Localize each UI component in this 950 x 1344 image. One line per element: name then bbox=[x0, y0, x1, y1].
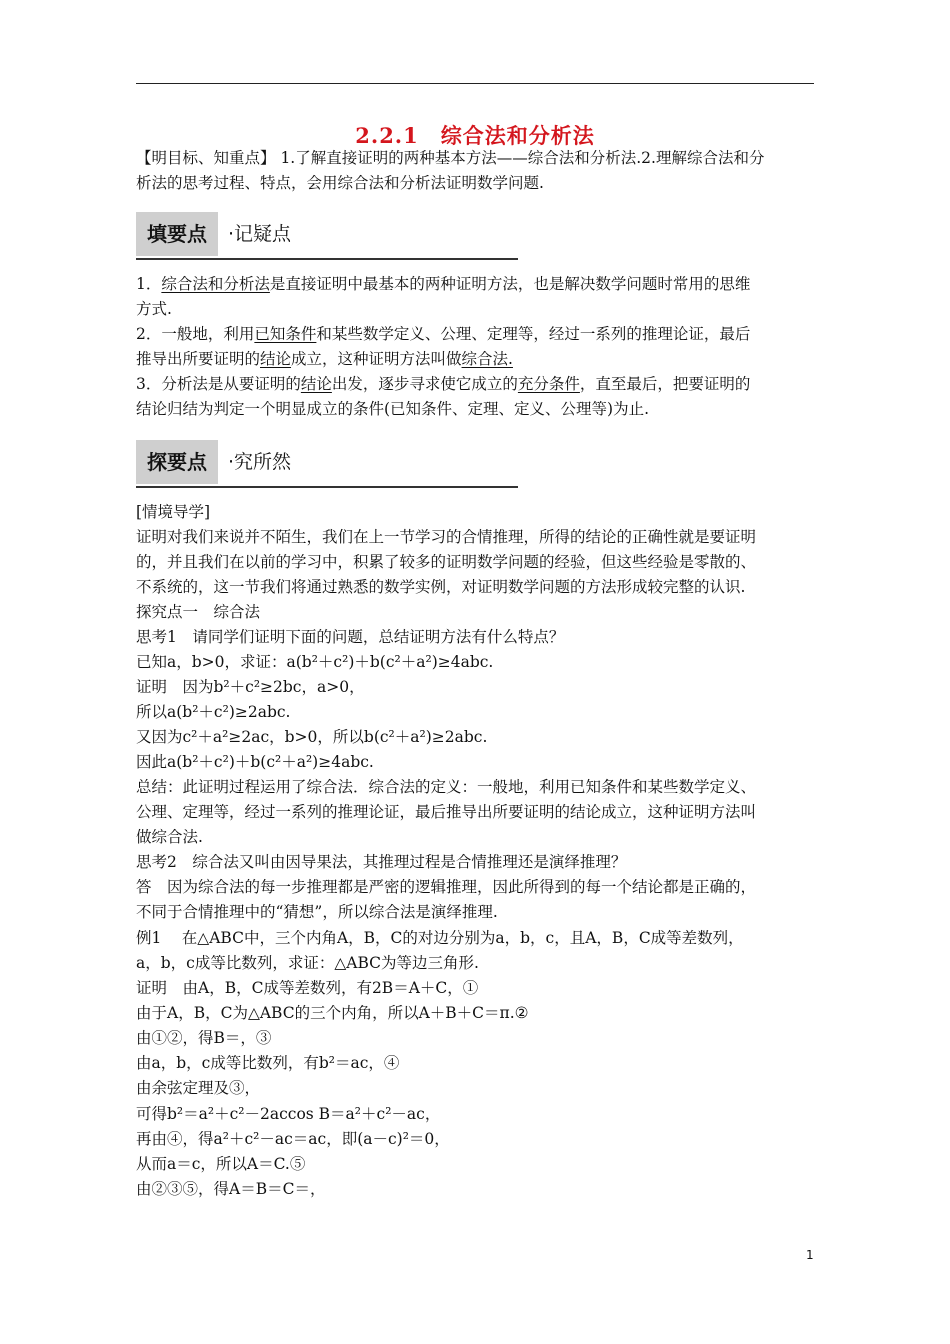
math-line: 由a，b，c成等比数列，有b²＝ac，④ bbox=[136, 1054, 400, 1072]
point-3-text-b: 出发，逐步寻求使它成立的 bbox=[331, 375, 518, 393]
point-2-blank-3: 综合法. bbox=[461, 350, 513, 368]
body-line: 做综合法. bbox=[136, 828, 203, 846]
body-line: 答 因为综合法的每一步推理都是严密的逻辑推理，因此所得到的每一个结论都是正确的， bbox=[136, 878, 757, 896]
goal-text-1: 1.了解直接证明的两种基本方法——综合法和分析法.2.理解综合法和分 bbox=[275, 149, 765, 167]
point-3-line-1 bbox=[136, 372, 816, 397]
point-2-line-2 bbox=[136, 347, 816, 372]
body-line: 思考1 请同学们证明下面的问题，总结证明方法有什么特点？ bbox=[136, 628, 565, 646]
header-rule bbox=[136, 83, 814, 84]
banner-box-label: 填要点 bbox=[136, 212, 218, 256]
math-line: 可得b²＝a²＋c²－2accos B＝a²＋c²－ac， bbox=[136, 1105, 441, 1123]
body-line: 公理、定理等，经过一系列的推理论证，最后推导出所要证明的结论成立，这种证明方法叫 bbox=[136, 803, 757, 821]
point-3-text-c: ，直至最后，把要证明的 bbox=[579, 375, 751, 393]
body-line: 不系统的，这一节我们将通过熟悉的数学实例，对证明数学问题的方法形成较完整的认识. bbox=[136, 578, 746, 596]
point-1-line-2: 方式. bbox=[136, 300, 172, 318]
section-banner-explore bbox=[136, 440, 518, 488]
math-line: 所以a(b²＋c²)≥2abc. bbox=[136, 703, 291, 721]
point-2-text-a: 2．一般地，利用 bbox=[136, 325, 255, 343]
point-2-line-1 bbox=[136, 322, 816, 347]
section-heading: 探究点一 综合法 bbox=[136, 603, 261, 621]
body-line: [情境导学] bbox=[136, 503, 211, 521]
point-1-blank: 综合法和分析法 bbox=[161, 275, 270, 293]
math-line: 证明 由A，B，C成等差数列，有2B＝A＋C，① bbox=[136, 979, 479, 997]
banner-sub-label: ·记疑点 bbox=[228, 223, 292, 245]
point-3-line-2: 结论归结为判定一个明显成立的条件(已知条件、定理、定义、公理等)为止. bbox=[136, 400, 650, 418]
banner-box-label: 探要点 bbox=[136, 440, 218, 484]
math-line: 由①②，得B＝，③ bbox=[136, 1029, 272, 1047]
point-3-blank-2: 充分条件 bbox=[517, 375, 580, 393]
math-line: 再由④，得a²＋c²－ac＝ac，即(a－c)²＝0， bbox=[136, 1130, 450, 1148]
point-2-text-d: 成立，这种证明方法叫做 bbox=[291, 350, 462, 368]
point-2-blank-1: 已知条件 bbox=[254, 325, 317, 343]
example-line: a，b，c成等比数列，求证：△ABC为等边三角形. bbox=[136, 954, 479, 972]
math-line: 由余弦定理及③， bbox=[136, 1079, 261, 1097]
math-line: 证明 因为b²＋c²≥2bc，a>0， bbox=[136, 678, 365, 696]
page-title: 2.2.1 综合法和分析法 bbox=[355, 123, 595, 148]
point-1-number: 1． bbox=[136, 275, 162, 293]
point-2-blank-2: 结论 bbox=[260, 350, 292, 368]
example-line: 例1 在△ABC中，三个内角A，B，C的对边分别为a，b，c，且A，B，C成等差数列， bbox=[136, 929, 744, 947]
point-3-blank-1: 结论 bbox=[300, 375, 332, 393]
section-banner-fill bbox=[136, 212, 518, 260]
body-line: 思考2 综合法又叫由因导果法，其推理过程是合情推理还是演绎推理？ bbox=[136, 853, 627, 871]
math-line: 又因为c²＋a²≥2ac，b>0，所以b(c²＋a²)≥2abc. bbox=[136, 728, 488, 746]
banner-sub-label: ·究所然 bbox=[228, 451, 292, 473]
goal-line-1 bbox=[136, 146, 816, 171]
point-3-text-a: 3．分析法是从要证明的 bbox=[136, 375, 301, 393]
math-line: 因此a(b²＋c²)＋b(c²＋a²)≥4abc. bbox=[136, 753, 374, 771]
page-number: 1 bbox=[806, 1248, 814, 1262]
point-1-text: 是直接证明中最基本的两种证明方法，也是解决数学问题时常用的思维 bbox=[269, 275, 751, 293]
math-line: 已知a，b>0，求证：a(b²＋c²)＋b(c²＋a²)≥4abc. bbox=[136, 653, 494, 671]
body-line: 总结：此证明过程运用了综合法．综合法的定义：一般地，利用已知条件和某些数学定义、 bbox=[136, 778, 757, 796]
math-line: 由②③⑤，得A＝B＝C＝， bbox=[136, 1180, 326, 1198]
goal-label: 【明目标、知重点】 bbox=[136, 149, 276, 167]
math-line: 从而a＝c，所以A＝C.⑤ bbox=[136, 1155, 306, 1173]
point-1-line-1 bbox=[136, 272, 816, 297]
body-line: 证明对我们来说并不陌生，我们在上一节学习的合情推理，所得的结论的正确性就是要证明 bbox=[136, 528, 757, 546]
math-line: 由于A，B，C为△ABC的三个内角，所以A＋B＋C＝π.② bbox=[136, 1004, 529, 1022]
goal-line-2: 析法的思考过程、特点，会用综合法和分析法证明数学问题. bbox=[136, 174, 544, 192]
banner-underline bbox=[136, 486, 518, 488]
body-line: 不同于合情推理中的“猜想”，所以综合法是演绎推理. bbox=[136, 903, 498, 921]
point-2-text-b: 和某些数学定义、公理、定理等，经过一系列的推理论证，最后 bbox=[316, 325, 751, 343]
body-line: 的，并且我们在以前的学习中，积累了较多的证明数学问题的经验，但这些经验是零散的、 bbox=[136, 553, 757, 571]
banner-underline bbox=[136, 258, 518, 260]
point-2-text-c: 推导出所要证明的 bbox=[136, 350, 261, 368]
